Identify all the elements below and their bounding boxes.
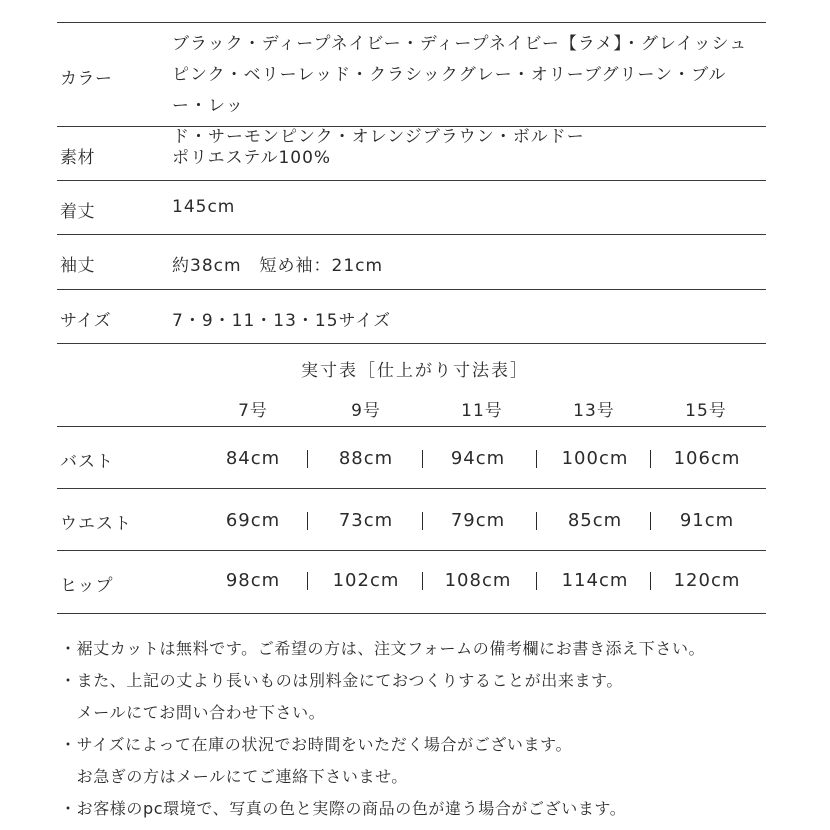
cell-separator [422,572,423,590]
table-cell: 94cm [450,448,506,469]
divider [57,289,766,290]
color-line: ブラック・ディープネイビー・ディープネイビー【ラメ】・グレイッシュ [172,34,748,54]
table-cell: 98cm [225,570,281,591]
size-label: サイズ [60,311,112,331]
sleeve-label: 袖丈 [60,256,95,276]
table-cell: 100cm [561,448,629,469]
color-line: ド・サーモンピンク・オレンジブラウン・ボルドー [172,127,585,147]
note-line: ・お客様のpc環境で、写真の色と実際の商品の色が違う場合がございます。 [60,799,627,818]
bust-label: バスト [60,452,114,472]
divider [57,234,766,235]
size-header-7: 7号 [238,401,268,421]
color-value [172,29,762,153]
cell-separator [307,450,308,468]
size-header-13: 13号 [573,401,615,421]
cell-separator [650,572,651,590]
length-label: 着丈 [60,202,95,222]
size-header-11: 11号 [461,401,503,421]
divider [57,488,766,489]
note-line: ・裾丈カットは無料です。ご希望の方は、注文フォームの備考欄にお書き添え下さい。 [60,639,706,658]
table-cell: 106cm [673,448,741,469]
cell-separator [422,512,423,530]
table-cell: 69cm [225,510,281,531]
cell-separator [650,512,651,530]
cell-separator [650,450,651,468]
table-cell: 85cm [567,510,623,531]
cell-separator [307,512,308,530]
sleeve-value: 約38cm 短め袖：21cm [172,256,384,276]
table-cell: 73cm [338,510,394,531]
table-cell: 120cm [673,570,741,591]
divider [57,22,766,23]
color-label: カラー [60,69,113,89]
table-cell: 114cm [561,570,629,591]
size-value: 7・9・11・13・15サイズ [172,311,392,331]
divider [57,613,766,614]
cell-separator [536,512,537,530]
divider [57,180,766,181]
size-header-9: 9号 [351,401,381,421]
waist-label: ウエスト [60,514,132,534]
table-cell: 84cm [225,448,281,469]
divider [57,343,766,344]
color-line: ピンク・ベリーレッド・クラシックグレー・オリーブグリーン・ブルー・レッ [172,65,727,116]
note-line: ・また、上記の丈より長いものは別料金にておつくりすることが出来ます。 [60,671,623,690]
note-line: ・サイズによって在庫の状況でお時間をいただく場合がございます。 [60,735,573,754]
note-line: お急ぎの方はメールにてご連絡下さいませ。 [60,767,408,786]
divider [57,426,766,427]
table-cell: 79cm [450,510,506,531]
table-cell: 108cm [444,570,512,591]
table-cell: 88cm [338,448,394,469]
length-value: 145cm [172,197,236,217]
table-cell: 102cm [332,570,400,591]
cell-separator [536,572,537,590]
material-value: ポリエステル100% [172,148,332,168]
cell-separator [422,450,423,468]
cell-separator [536,450,537,468]
divider [57,550,766,551]
size-table-title: 実寸表［仕上がり寸法表］ [301,361,529,381]
hip-label: ヒップ [60,576,114,596]
note-line: メールにてお問い合わせ下さい。 [60,703,326,722]
material-label: 素材 [60,148,95,168]
size-header-15: 15号 [685,401,727,421]
cell-separator [307,572,308,590]
table-cell: 91cm [679,510,735,531]
